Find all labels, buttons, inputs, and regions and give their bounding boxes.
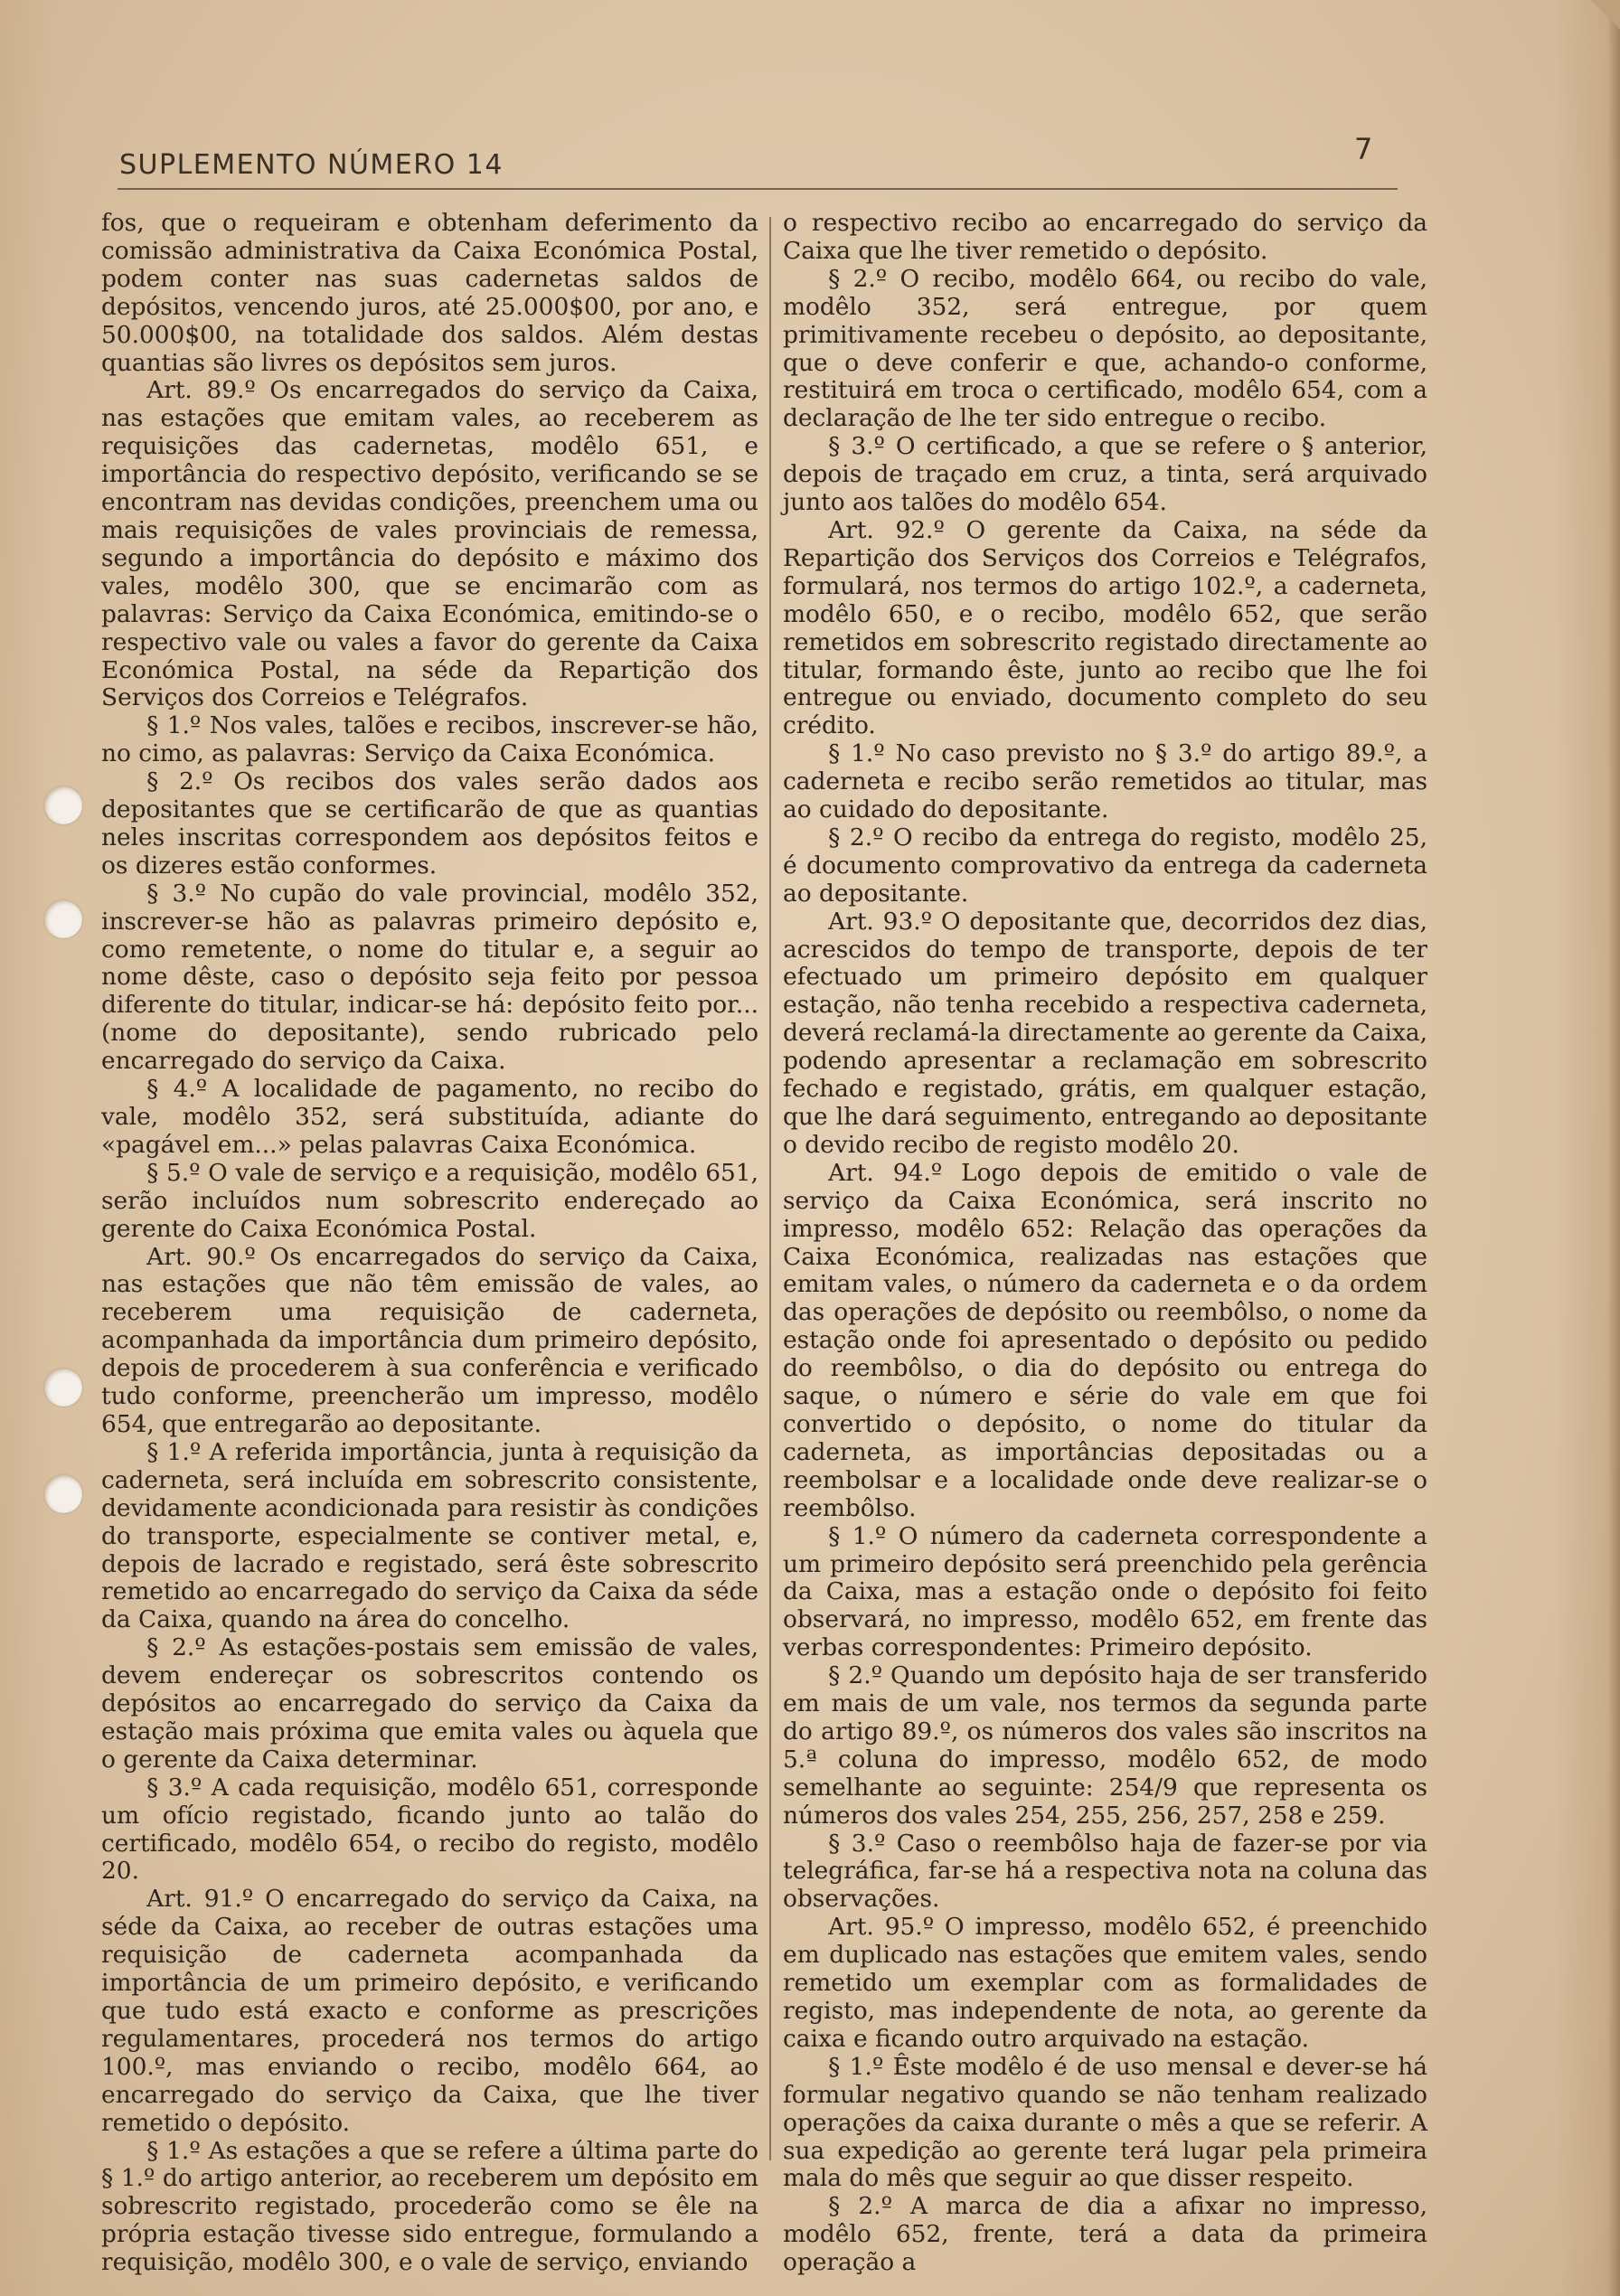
paragraph: Art. 94.º Logo depois de emitido o vale de serviço da Caixa Económica, será inscrito no impresso, modêlo 652: Relação das operações da Caixa Económica, realizadas nas estações que emitam vales, o número da caderneta e o da ordem das operações de depósito ou reembôlso, o nome da estação onde foi apresentado o depósito ou pedido do reembôlso, o dia do depósito ou entrega do saque, o número e série do vale em que foi convertido o depósito, o nome do titular da caderneta, as importâncias depositadas ou a reembolsar e a localidade onde deve realizar-se o reembôlso.: [783, 1158, 1427, 1522]
paragraph: § 3.º Caso o reembôlso haja de fazer-se por via telegráfica, far-se há a respectiva nota na coluna das observações.: [783, 1829, 1427, 1914]
running-head: SUPLEMENTO NÚMERO 14: [119, 149, 504, 181]
left-column: [101, 209, 758, 2277]
paragraph: § 1.º Êste modêlo é de uso mensal e dever-se há formular negativo quando se não tenham realizado operações da caixa durante o mês a que se referir. A sua expedição ao gerente terá lugar pela primeira mala do mês que seguir ao que disser respeito.: [783, 2052, 1427, 2193]
paragraph: Art. 91.º O encarregado do serviço da Caixa, na séde da Caixa, ao receber de outras estações uma requisição de caderneta acompanhada da importância de um primeiro depósito, e verificando que tudo está exacto e conforme as prescrições regulamentares, procederá nos termos do artigo 100.º, mas enviando o recibo, modêlo 664, ao encarregado do serviço da Caixa, que lhe tiver remetido o depósito.: [101, 1885, 758, 2137]
paragraph: Art. 90.º Os encarregados do serviço da Caixa, nas estações que não têm emissão de vales, ao receberem uma requisição de caderneta, acompanhada da importância dum primeiro depósito, depois de procederem à sua conferência e verificado tudo conforme, preencherão um impresso, modêlo 654, que entregarão ao depositante.: [101, 1242, 758, 1438]
folded-corner: [1584, 0, 1620, 36]
paragraph: § 1.º As estações a que se refere a última parte do § 1.º do artigo anterior, ao receberem um depósito em sobrescrito registado, procederão como se êle na própria estação tivesse sido entregue, formulando a requisição, modêlo 300, e o vale de serviço, enviando: [101, 2136, 758, 2277]
paragraph: o respectivo recibo ao encarregado do serviço da Caixa que lhe tiver remetido o depósito.: [783, 209, 1427, 265]
punch-hole: [44, 900, 82, 938]
right-column: [783, 209, 1427, 2277]
paragraph: § 5.º O vale de serviço e a requisição, modêlo 651, serão incluídos num sobrescrito endereçado ao gerente do Caixa Económica Postal.: [101, 1158, 758, 1243]
paragraph: § 2.º As estações-postais sem emissão de vales, devem endereçar os sobrescritos contendo os depósitos ao encarregado do serviço da Caixa da estação mais próxima que emita vales ou àquela que o gerente da Caixa determinar.: [101, 1633, 758, 1774]
paragraph: § 1.º A referida importância, junta à requisição da caderneta, será incluída em sobrescrito consistente, devidamente acondicionada para resistir às condições do transporte, especialmente se contiver metal, e, depois de lacrado e registado, será êste sobrescrito remetido ao encarregado do serviço da Caixa da séde da Caixa, quando na área do concelho.: [101, 1437, 758, 1634]
column-divider: [769, 217, 771, 2160]
paragraph: § 2.º A marca de dia a afixar no impresso, modêlo 652, frente, terá a data da primeira operação a: [783, 2192, 1427, 2277]
header-rule: [118, 188, 1398, 190]
paragraph: Art. 92.º O gerente da Caixa, na séde da Repartição dos Serviços dos Correios e Telégrafos, formulará, nos termos do artigo 102.º, a caderneta, modêlo 650, e o recibo, modêlo 652, que serão remetidos em sobrescrito registado directamente ao titular, formando êste, junto ao recibo que lhe foi entregue ou enviado, documento completo do seu crédito.: [783, 515, 1427, 740]
punch-hole: [44, 1369, 82, 1407]
paragraph: fos, que o requeiram e obtenham deferimento da comissão administrativa da Caixa Económica Postal, podem conter nas suas cadernetas saldos de depósitos, vencendo juros, até 25.000$00, por ano, e 50.000$00, na totalidade dos saldos. Além destas quantias são livres os depósitos sem juros.: [101, 209, 758, 377]
paragraph: Art. 93.º O depositante que, decorridos dez dias, acrescidos do tempo de transporte, depois de ter efectuado um primeiro depósito em qualquer estação, não tenha recebido a respectiva caderneta, deverá reclamá-la directamente ao gerente da Caixa, podendo apresentar a reclamação em sobrescrito fechado e registado, grátis, em qualquer estação, que lhe dará seguimento, entregando ao depositante o devido recibo de registo modêlo 20.: [783, 907, 1427, 1159]
paragraph: § 3.º A cada requisição, modêlo 651, corresponde um ofício registado, ficando junto ao talão do certificado, modêlo 654, o recibo do registo, modêlo 20.: [101, 1773, 758, 1886]
punch-hole: [44, 786, 82, 824]
paragraph: § 2.º Quando um depósito haja de ser transferido em mais de um vale, nos termos da segunda parte do artigo 89.º, os números dos vales são inscritos na 5.ª coluna do impresso, modêlo 652, de modo semelhante ao seguinte: 254/9 que representa os números dos vales 254, 255, 256, 257, 258 e 259.: [783, 1661, 1427, 1830]
page-edge-shadow: [1607, 0, 1620, 2296]
page-number: 7: [1354, 132, 1373, 166]
paragraph: Art. 95.º O impresso, modêlo 652, é preenchido em duplicado nas estações que emitem vales, sendo remetido um exemplar com as formalidades de registo, mas independente de nota, ao gerente da caixa e ficando outro arquivado na estação.: [783, 1913, 1427, 2053]
paragraph: § 3.º No cupão do vale provincial, modêlo 352, inscrever-se hão as palavras primeiro depósito e, como remetente, o nome do titular e, a seguir ao nome dêste, caso o depósito seja feito por pessoa diferente do titular, indicar-se há: depósito feito por... (nome do depositante), sendo rubricado pelo encarregado do serviço da Caixa.: [101, 879, 758, 1076]
paragraph: § 3.º O certificado, a que se refere o § anterior, depois de traçado em cruz, a tinta, será arquivado junto aos talões do modêlo 654.: [783, 432, 1427, 517]
paragraph: § 2.º O recibo da entrega do registo, modêlo 25, é documento comprovativo da entrega da caderneta ao depositante.: [783, 823, 1427, 908]
punch-hole: [44, 1475, 82, 1513]
paragraph: § 2.º Os recibos dos vales serão dados aos depositantes que se certificarão de que as quantias neles inscritas correspondem aos depósitos feitos e os dizeres estão conformes.: [101, 767, 758, 880]
paragraph: § 2.º O recibo, modêlo 664, ou recibo do vale, modêlo 352, será entregue, por quem primitivamente recebeu o depósito, ao depositante, que o deve conferir e que, achando-o conforme, restituirá em troca o certificado, modêlo 654, com a declaração de lhe ter sido entregue o recibo.: [783, 264, 1427, 433]
paragraph: § 4.º A localidade de pagamento, no recibo do vale, modêlo 352, será substituída, adiante do «pagável em...» pelas palavras Caixa Económica.: [101, 1075, 758, 1159]
paragraph: § 1.º No caso previsto no § 3.º do artigo 89.º, a caderneta e recibo serão remetidos ao titular, mas ao cuidado do depositante.: [783, 739, 1427, 824]
paragraph: § 1.º Nos vales, talões e recibos, inscrever-se hão, no cimo, as palavras: Serviço da Caixa Económica.: [101, 711, 758, 768]
paragraph: § 1.º O número da caderneta correspondente a um primeiro depósito será preenchido pela gerência da Caixa, mas a estação onde o depósito foi feito observará, no impresso, modêlo 652, em frente das verbas correspondentes: Primeiro depósito.: [783, 1521, 1427, 1662]
paragraph: Art. 89.º Os encarregados do serviço da Caixa, nas estações que emitam vales, ao receberem as requisições das cadernetas, modêlo 651, e importância do respectivo depósito, verificando se se encontram nas devidas condições, preenchem uma ou mais requisições de vales provinciais de remessa, segundo a importância do depósito e máximo dos vales, modêlo 300, que se encimarão com as palavras: Serviço da Caixa Económica, emitindo-se o respectivo vale ou vales a favor do gerente da Caixa Económica Postal, na séde da Repartição dos Serviços dos Correios e Telégrafos.: [101, 376, 758, 712]
